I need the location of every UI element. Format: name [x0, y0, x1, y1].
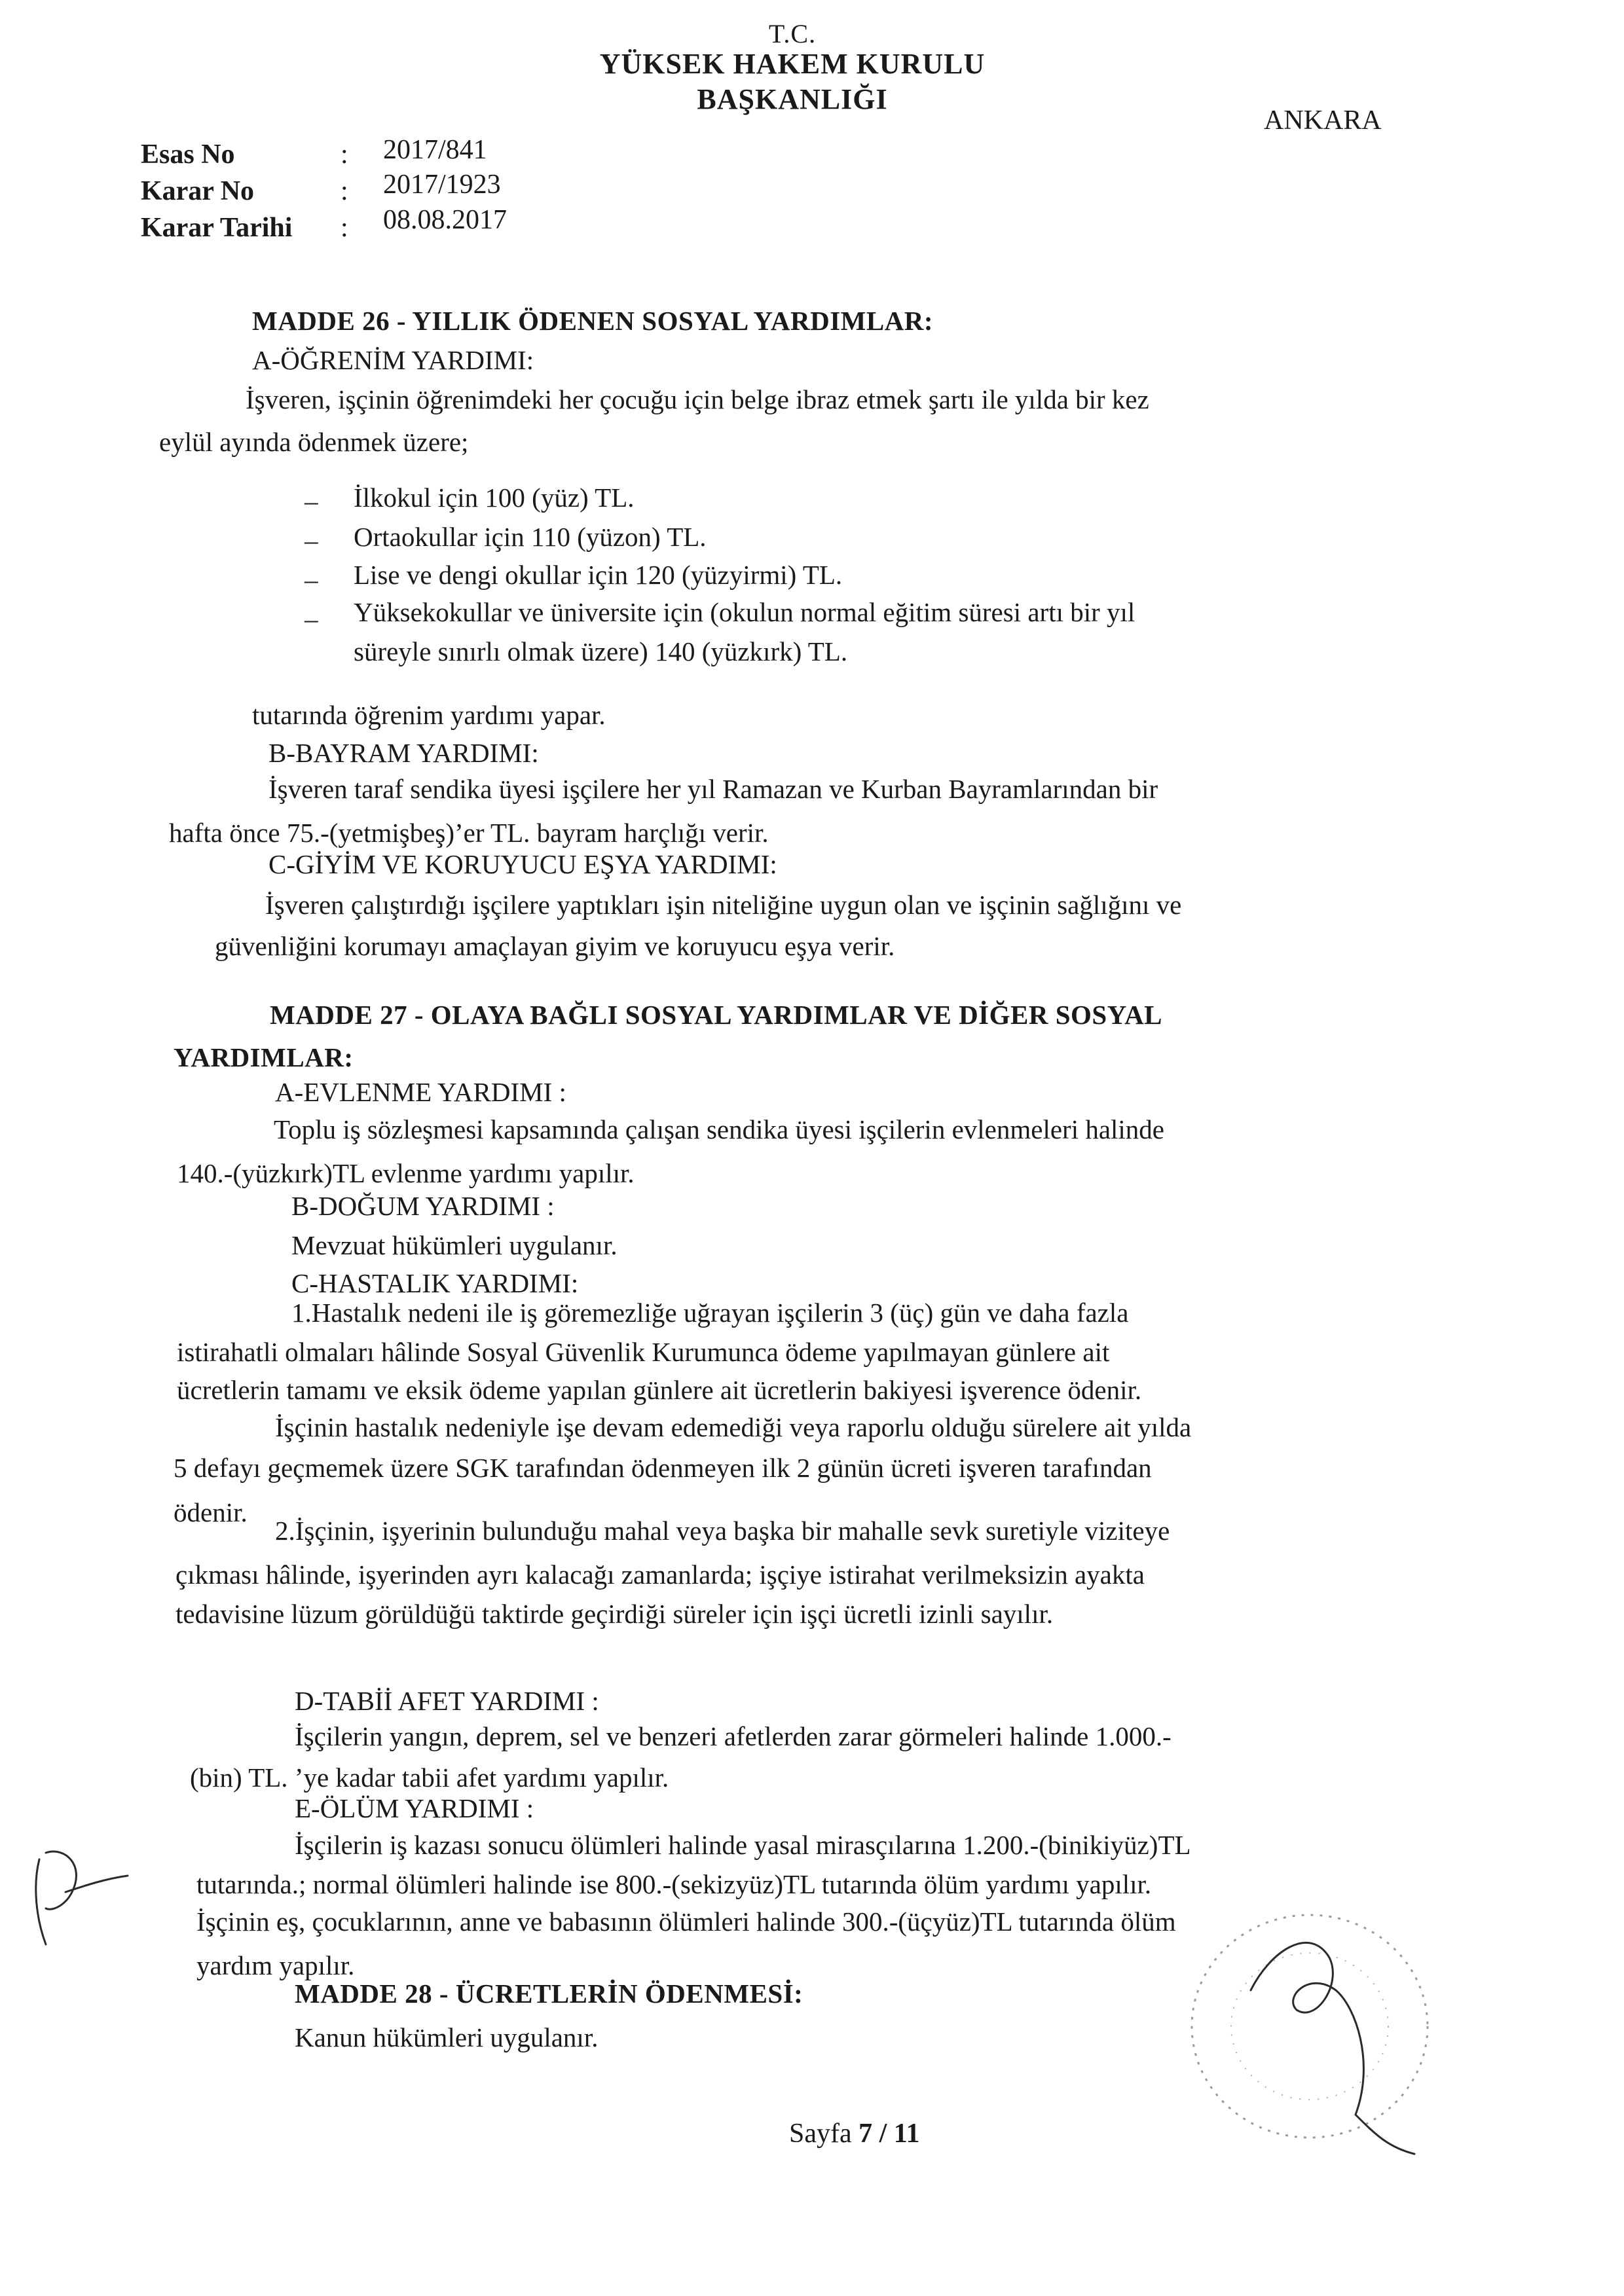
signature-right: [1225, 1899, 1460, 2160]
list-item: Yüksekokullar ve üniversite için (okulun normal eğitim süresi artı bir yıl: [354, 597, 1135, 627]
hastalik-p3: ücretlerin tamamı ve eksik ödeme yapılan günlere ait ücretlerin bakiyesi işverence ödenir.: [177, 1375, 1142, 1405]
olum-p1: İşçilerin iş kazası sonucu ölümleri halinde yasal mirasçılarına 1.200.-(binikiyüz)TL: [295, 1830, 1191, 1860]
olum-p3: İşçinin eş, çocuklarının, anne ve babasının ölümleri halinde 300.-(üçyüz)TL tutarında ölüm: [196, 1906, 1176, 1937]
olum-p2: tutarında.; normal ölümleri halinde ise 800.-(sekizyüz)TL tutarında ölüm yardımı yapılır.: [196, 1869, 1152, 1899]
list-dash: –: [304, 564, 318, 594]
karar-no-label: Karar No: [141, 176, 255, 206]
karar-tarihi-label: Karar Tarihi: [141, 213, 293, 243]
hastalik-p6: ödenir.: [174, 1497, 248, 1527]
karar-no-value: 2017/1923: [383, 170, 501, 200]
giyim-p1: İşveren çalıştırdığı işçilere yaptıkları işin niteliğine uygun olan ve işçinin sağlığını ve: [265, 890, 1182, 920]
page-number: [789, 2120, 920, 2147]
evlenme-p2: 140.-(yüzkırk)TL evlenme yardımı yapılır.: [177, 1158, 635, 1188]
header-tc: T.C.: [768, 19, 817, 48]
giyim-title: C-GİYİM VE KORUYUCU EŞYA YARDIMI:: [268, 849, 777, 879]
hastalik-p5: 5 defayı geçmemek üzere SGK tarafından ödenmeyen ilk 2 günün ücreti işveren tarafından: [174, 1453, 1152, 1483]
signature-left: [26, 1840, 131, 1951]
madde-27-title: MADDE 27 - OLAYA BAĞLI SOSYAL YARDIMLAR VE DİĞER SOSYAL: [270, 1000, 1163, 1030]
bayram-title: B-BAYRAM YARDIMI:: [268, 738, 539, 768]
hastalik-p9: tedavisine lüzum görüldüğü taktirde geçirdiği süreler için işçi ücretli izinli sayılır.: [175, 1599, 1054, 1629]
bayram-p1: İşveren taraf sendika üyesi işçilere her yıl Ramazan ve Kurban Bayramlarından bir: [268, 774, 1158, 804]
evlenme-p1: Toplu iş sözleşmesi kapsamında çalışan sendika üyesi işçilerin evlenmeleri halinde: [274, 1114, 1165, 1144]
madde-26-title: MADDE 26 - YILLIK ÖDENEN SOSYAL YARDIMLAR:: [252, 306, 934, 336]
list-item-cont: süreyle sınırlı olmak üzere) 140 (yüzkırk) TL.: [354, 636, 848, 666]
colon: :: [341, 213, 348, 243]
evlenme-title: A-EVLENME YARDIMI :: [275, 1077, 566, 1107]
header-presidency: BAŞKANLIĞI: [697, 83, 888, 115]
dogum-title: B-DOĞUM YARDIMI :: [291, 1191, 555, 1221]
header-city: ANKARA: [1264, 105, 1382, 136]
page-prefix: Sayfa: [789, 2119, 852, 2149]
list-item: Lise ve dengi okullar için 120 (yüzyirmi) TL.: [354, 560, 843, 590]
hastalik-p2: istirahatli olmaları hâlinde Sosyal Güvenlik Kurumunca ödeme yapılmayan günlere ait: [177, 1337, 1110, 1367]
dogum-p1: Mevzuat hükümleri uygulanır.: [291, 1230, 618, 1260]
hastalik-p4: İşçinin hastalık nedeniyle işe devam edemediği veya raporlu olduğu sürelere ait yılda: [275, 1412, 1192, 1442]
page-number-value: 7 / 11: [858, 2119, 920, 2149]
ogrenim-p2: eylül ayında ödenmek üzere;: [159, 427, 469, 457]
karar-tarihi-value: 08.08.2017: [383, 205, 507, 235]
header-institution: YÜKSEK HAKEM KURULU: [599, 48, 986, 80]
afet-p1: İşçilerin yangın, deprem, sel ve benzeri afetlerden zarar görmeleri halinde 1.000.-: [295, 1721, 1172, 1751]
list-dash: –: [304, 604, 318, 634]
hastalik-p7: 2.İşçinin, işyerinin bulunduğu mahal veya başka bir mahalle sevk suretiyle viziteye: [275, 1516, 1170, 1546]
ogrenim-end: tutarında öğrenim yardımı yapar.: [252, 700, 606, 730]
colon: :: [341, 139, 348, 170]
ogrenim-p1: İşveren, işçinin öğrenimdeki her çocuğu için belge ibraz etmek şartı ile yılda bir kez: [246, 384, 1149, 414]
list-item: Ortaokullar için 110 (yüzon) TL.: [354, 522, 707, 552]
esas-no-label: Esas No: [141, 139, 235, 170]
afet-p2: (bin) TL. ’ye kadar tabii afet yardımı yapılır.: [190, 1762, 669, 1793]
hastalik-title: C-HASTALIK YARDIMI:: [291, 1268, 579, 1298]
ogrenim-title: A-ÖĞRENİM YARDIMI:: [252, 345, 534, 375]
hastalik-p1: 1.Hastalık nedeni ile iş göremezliğe uğrayan işçilerin 3 (üç) gün ve daha fazla: [291, 1298, 1129, 1328]
list-item: İlkokul için 100 (yüz) TL.: [354, 483, 635, 513]
madde-28-p1: Kanun hükümleri uygulanır.: [295, 2022, 599, 2052]
madde-28-title: MADDE 28 - ÜCRETLERİN ÖDENMESİ:: [295, 1978, 803, 2009]
olum-p4: yardım yapılır.: [196, 1950, 355, 1980]
list-dash: –: [304, 486, 318, 516]
bayram-p2: hafta önce 75.-(yetmişbeş)’er TL. bayram harçlığı verir.: [169, 818, 769, 848]
colon: :: [341, 176, 348, 206]
list-dash: –: [304, 525, 318, 555]
olum-title: E-ÖLÜM YARDIMI :: [295, 1793, 534, 1823]
esas-no-value: 2017/841: [383, 135, 487, 165]
afet-title: D-TABİİ AFET YARDIMI :: [295, 1686, 599, 1716]
madde-27-title-cont: YARDIMLAR:: [174, 1042, 354, 1072]
giyim-p2: güvenliğini korumayı amaçlayan giyim ve koruyucu eşya verir.: [215, 931, 895, 961]
hastalik-p8: çıkması hâlinde, işyerinden ayrı kalacağı zamanlarda; işçiye istirahat verilmeksizin ayakta: [175, 1559, 1145, 1590]
